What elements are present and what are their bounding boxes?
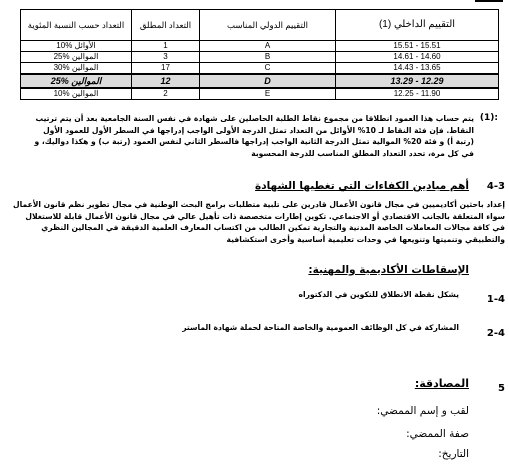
section-paragraph: إعداد باحثين أكاديميين في مجال قانون الأعمال قادرين على تلبية متطلبات برامج البحث الوطنية في مجال تطوير نظم قانون الأعمال سواء المتعلقة بالجانب الاقتصادي أو الاجتماعي. تكوين إطارات متخصصة ذات تأهيل عالي في مجال قانون الأعمال قابلة للاستغلال في كافة مجالات المعاملات الخاصة المدنية والتجارية تمكين الطالب من اكتساب المعارف العلمية الدقيقة في المجالين النظري والتطبيقي وتنميتها وتنويعها في وحدات تعليمية أساسية وأخرى استكشافية	[13, 200, 505, 244]
cell-absolute: 2	[132, 88, 200, 100]
section-number: 4-3	[486, 181, 505, 192]
header-international: التقييم الدولي المناسب	[200, 10, 336, 41]
grades-table	[20, 9, 499, 100]
cell-absolute: 1	[132, 41, 200, 52]
cell-percentage: 25% الموالين	[21, 74, 132, 88]
note-number: (1):	[479, 113, 498, 123]
table-row	[21, 52, 499, 63]
outlets-title: الإسقاطات الأكاديمية والمهنية:	[308, 264, 469, 276]
cell-international: A	[200, 41, 336, 52]
cell-internal: 14.61 - 14.60	[336, 52, 499, 63]
header-percentage: التعداد حسب النسبة المئوية	[21, 10, 132, 41]
cell-internal: 12.25 - 11.90	[336, 88, 499, 100]
signer-title-label: صفة الممضي:	[406, 428, 469, 440]
outlet-number: 2-4	[486, 328, 505, 339]
section-title: أهم ميادين الكفاءات التي تغطيها الشهادة	[255, 180, 469, 192]
signer-name-label: لقب و إسم الممضي:	[376, 405, 469, 417]
signature-title: المصادقة:	[414, 377, 469, 390]
header-absolute: التعداد المطلق	[132, 10, 200, 41]
outlet-number: 1-4	[486, 294, 505, 305]
top-rule	[475, 0, 503, 2]
cell-international: E	[200, 88, 336, 100]
cell-percentage: 10% الموالين	[21, 88, 132, 100]
section-number: 5	[498, 383, 505, 394]
cell-percentage: 25% الموالين	[21, 52, 132, 63]
table-row	[21, 41, 499, 52]
cell-percentage: 30% الموالين	[21, 63, 132, 75]
cell-international: C	[200, 63, 336, 75]
cell-percentage: 10% الأوائل	[21, 41, 132, 52]
cell-absolute: 12	[132, 74, 200, 88]
table-row-highlighted	[21, 74, 499, 88]
header-internal: التقييم الداخلي (1)	[336, 10, 499, 41]
outlet-text: المشاركة في كل الوظائف العمومية والخاصة المتاحة لحملة شهادة الماستر	[182, 323, 459, 332]
table-row	[21, 88, 499, 100]
outlet-text: يشكل نقطة الانطلاق للتكوين في الدكتوراه	[298, 290, 459, 299]
cell-absolute: 3	[132, 52, 200, 63]
note-text: يتم حساب هذا العمود انطلاقا من مجموع نقاط الطلبة الحاصلين على شهادة في نفس السنة الجامعية بعد أن يتم ترتيب النقاط. فإن فئة النقاط لـ 10% الأوائل من التعداد تمثل الدرجة الأولى الواجب إدراجها في السطر الأول للعمود الأول (رتبة أ) و فئة 20% الموالية تمثل الدرجة الثانية الواجب إدراجها فالسطر الثاني لنفس العمود (رتبة ب) و هكذا دواليك، و في كل مرة، تحدد التعداد المطلق المناسب للدرجة المحسوبة	[34, 114, 474, 158]
cell-international: D	[200, 74, 336, 88]
table-row	[21, 63, 499, 75]
cell-absolute: 17	[132, 63, 200, 75]
date-label: التاريخ:	[438, 448, 469, 460]
cell-internal: 13.29 - 12.29	[336, 74, 499, 88]
cell-internal: 14.43 - 13.65	[336, 63, 499, 75]
cell-international: B	[200, 52, 336, 63]
table-header-row	[21, 10, 499, 41]
cell-internal: 15.51 - 15.51	[336, 41, 499, 52]
